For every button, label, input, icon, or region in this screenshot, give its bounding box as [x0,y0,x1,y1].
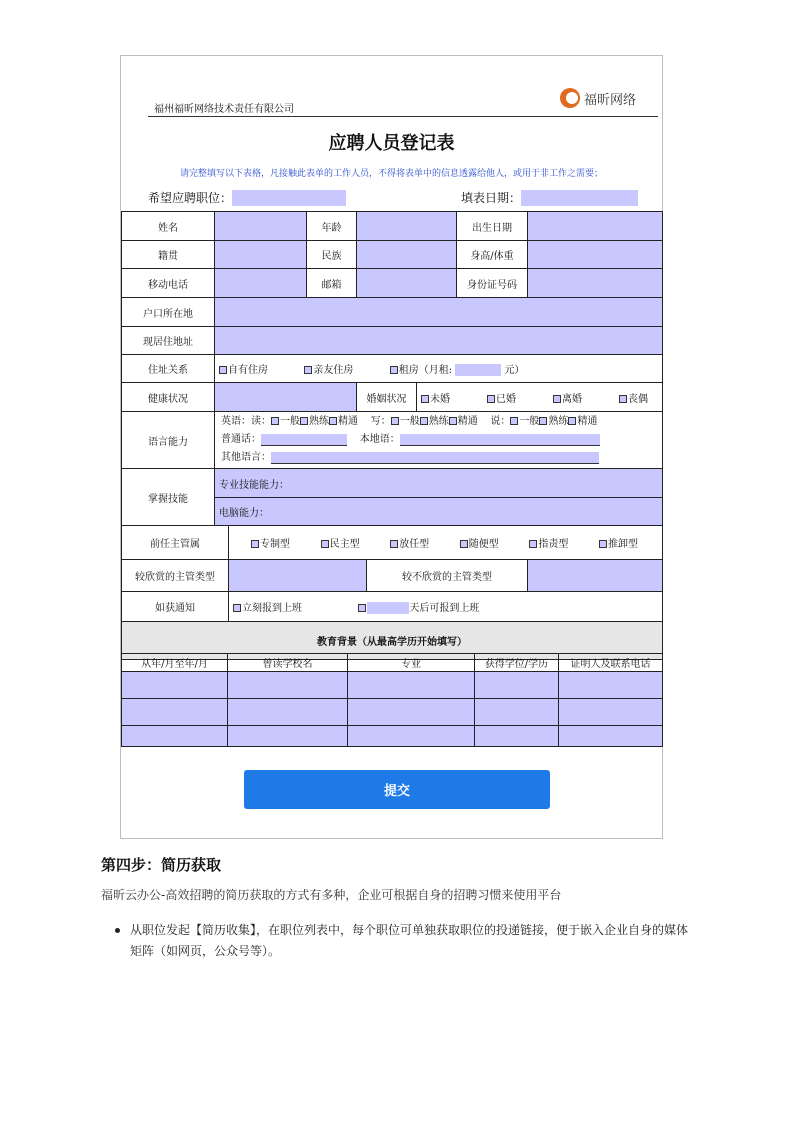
marital-widowed[interactable]: 丧偶 [619,390,648,405]
info-table [121,211,663,660]
edu-cell[interactable] [122,699,228,726]
name-input[interactable] [215,212,307,241]
company-name: 福州福昕网络技术责任有限公司 [154,104,294,115]
table-row [122,672,663,699]
computer-skill-input[interactable]: 电脑能力： [215,498,663,526]
checkbox-icon [553,395,561,403]
checkbox-icon[interactable] [300,417,308,425]
housing-label: 住址关系 [122,355,215,383]
disliked-manager-label: 较不欣赏的主管类型 [367,560,528,592]
disliked-manager-input[interactable] [528,560,663,592]
edu-cell[interactable] [348,672,475,699]
table-row [122,726,663,747]
form-notice: 请完整填写以下表格，凡接触此表单的工作人员，不得将表单中的信息透露给他人，或用于非工作之需要； [179,169,603,179]
ethnicity-label: 民族 [307,241,357,269]
edu-cell[interactable] [228,726,348,747]
manager-type-autocratic[interactable]: 专制型 [251,535,290,550]
checkbox-icon [233,604,241,612]
position-label: 希望应聘职位： [148,191,233,205]
checkbox-icon[interactable] [271,417,279,425]
position-input[interactable] [232,190,346,206]
checkbox-icon[interactable] [510,417,518,425]
checkbox-icon [251,540,259,548]
manager-type-democratic[interactable]: 民主型 [321,535,360,550]
mandarin-row: 普通话： 本地语： [221,431,658,449]
name-label: 姓名 [122,212,215,241]
rent-input[interactable] [455,364,501,376]
housing-options [215,355,663,383]
checkbox-icon[interactable] [391,417,399,425]
marital-divorced[interactable]: 离婚 [553,390,582,405]
checkbox-icon [219,366,227,374]
dialect-input[interactable] [400,434,600,446]
housing-own[interactable]: 自有住房 [219,365,268,376]
date-input[interactable] [521,190,638,206]
origin-label: 籍贯 [122,241,215,269]
notice-days-input[interactable] [367,602,409,614]
edu-cell[interactable] [122,726,228,747]
professional-skill-input[interactable]: 专业技能能力： [215,469,663,498]
intro-paragraph: 福昕云办公-高效招聘的简历获取的方式有多种，企业可根据自身的招聘习惯来使用平台 [101,888,562,902]
education-table [121,653,663,747]
address-input[interactable] [215,327,663,355]
bullet-icon [115,928,120,933]
notice-period-options [229,592,663,622]
marital-single[interactable]: 未婚 [421,390,450,405]
id-number-input[interactable] [528,269,663,298]
marital-label: 婚姻状况 [357,383,417,412]
edu-col-major: 专业 [348,654,475,672]
submit-button[interactable]: 提交 [244,770,550,809]
checkbox-icon [321,540,329,548]
edu-cell[interactable] [475,726,559,747]
liked-manager-label: 较欣赏的主管类型 [122,560,229,592]
height-weight-label: 身高/体重 [457,241,528,269]
mandarin-input[interactable] [261,434,347,446]
edu-cell[interactable] [559,699,663,726]
height-weight-input[interactable] [528,241,663,269]
checkbox-icon [390,366,398,374]
header-divider [148,116,658,117]
position-row [148,189,346,206]
notice-later[interactable]: 天后可报到上班 [358,603,479,614]
manager-type-casual[interactable]: 随便型 [460,535,499,550]
other-language-input[interactable] [271,452,599,464]
language-label: 语言能力 [122,412,215,469]
mobile-input[interactable] [215,269,307,298]
date-row [461,189,638,206]
edu-cell[interactable] [228,672,348,699]
liked-manager-input[interactable] [229,560,367,592]
edu-cell[interactable] [228,699,348,726]
checkbox-icon[interactable] [568,417,576,425]
checkbox-icon [487,395,495,403]
edu-col-degree: 获得学位/学历 [475,654,559,672]
edu-cell[interactable] [559,726,663,747]
checkbox-icon [619,395,627,403]
hukou-input[interactable] [215,298,663,327]
manager-type-critical[interactable]: 指责型 [529,535,568,550]
logo-text: 福昕网络 [583,92,636,108]
edu-cell[interactable] [348,726,475,747]
manager-type-shirking[interactable]: 推卸型 [599,535,638,550]
edu-col-reference: 证明人及联系电话 [559,654,663,672]
email-label: 邮箱 [307,269,357,298]
checkbox-icon [460,540,468,548]
birth-label: 出生日期 [457,212,528,241]
list-item [130,920,695,962]
checkbox-icon[interactable] [420,417,428,425]
age-input[interactable] [357,212,457,241]
notice-period-label: 如获通知 [122,592,229,622]
marital-married[interactable]: 已婚 [487,390,516,405]
step-heading: 第四步：简历获取 [101,856,222,874]
date-label: 填表日期： [461,191,522,205]
checkbox-icon [390,540,398,548]
edu-cell[interactable] [122,672,228,699]
ethnicity-input[interactable] [357,241,457,269]
table-row [122,699,663,726]
id-number-label: 身份证号码 [457,269,528,298]
education-heading: 教育背景（从最高学历开始填写） [122,622,663,660]
other-language-row: 其他语言： [221,449,658,467]
edu-cell[interactable] [348,699,475,726]
health-label: 健康状况 [122,383,215,412]
edu-cell[interactable] [475,672,559,699]
form-title: 应聘人员登记表 [328,133,455,154]
bullet-text: 从职位发起【简历收集】，在职位列表中，每个职位可单独获取职位的投递链接，便于嵌入企业自身的媒体矩阵（如网页，公众号等）。 [130,923,689,958]
email-input[interactable] [357,269,457,298]
marital-options [417,383,663,412]
edu-col-period: 从年/月至年/月 [122,654,228,672]
origin-input[interactable] [215,241,307,269]
edu-cell[interactable] [475,699,559,726]
housing-relative[interactable]: 亲友住房 [304,365,353,376]
checkbox-icon[interactable] [539,417,547,425]
registration-form [120,55,663,839]
manager-type-laissez[interactable]: 放任型 [390,535,429,550]
prev-manager-label: 前任主管属 [122,526,229,560]
hukou-label: 户口所在地 [122,298,215,327]
checkbox-icon [529,540,537,548]
logo-icon [560,88,580,108]
rent-unit: 元） [504,364,525,376]
notice-immediate[interactable]: 立刻报到上班 [233,603,302,614]
checkbox-icon [358,604,366,612]
skills-label: 掌握技能 [122,469,215,526]
birth-input[interactable] [528,212,663,241]
age-label: 年龄 [307,212,357,241]
language-section [215,412,663,469]
english-row: 英语：读： 一般 熟练 精通 写： 一般 熟练 精通 说： 一般 熟练 精通 [221,416,598,427]
housing-rent[interactable]: 租房（月租: [390,365,452,376]
edu-col-school: 曾读学校名 [228,654,348,672]
address-label: 现居住地址 [122,327,215,355]
manager-type-options [229,526,663,560]
mobile-label: 移动电话 [122,269,215,298]
health-input[interactable] [215,383,357,412]
edu-cell[interactable] [559,672,663,699]
checkbox-icon [599,540,607,548]
checkbox-icon[interactable] [449,417,457,425]
checkbox-icon[interactable] [329,417,337,425]
checkbox-icon [421,395,429,403]
checkbox-icon [304,366,312,374]
company-logo [560,88,636,108]
